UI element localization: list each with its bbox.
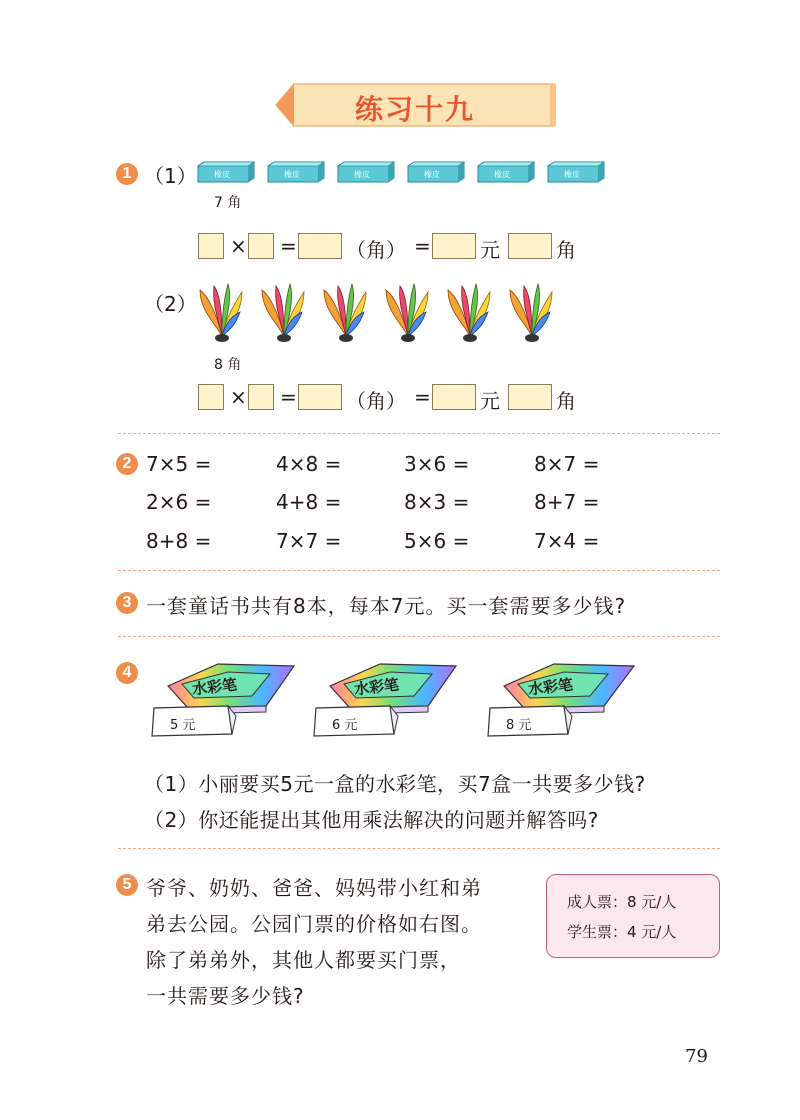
ticket-price-box <box>546 874 720 958</box>
price-label: 5 元 <box>170 718 196 733</box>
answer-box[interactable] <box>248 384 274 410</box>
q1-part2-price: 8 角 <box>214 357 242 373</box>
unit-jiao-paren: （角） <box>346 238 406 262</box>
arith-problem: 7×4 = <box>534 529 600 553</box>
equals-sign: = <box>414 385 431 409</box>
q5-line: 一共需要多少钱? <box>146 984 305 1008</box>
shuttlecock-icon <box>382 282 434 344</box>
arith-problem: 4×8 = <box>276 452 342 476</box>
question-number-3: 3 <box>116 592 138 614</box>
arith-problem: 8+8 = <box>146 529 212 553</box>
arith-problem: 3×6 = <box>404 452 470 476</box>
page-number: 79 <box>685 1046 708 1067</box>
answer-box[interactable] <box>248 233 274 259</box>
answer-box[interactable] <box>432 233 476 259</box>
watercolor-box-2 <box>310 660 470 740</box>
arith-problem: 2×6 = <box>146 490 212 514</box>
eraser-label: 橡皮 <box>564 170 580 179</box>
answer-box[interactable] <box>298 384 342 410</box>
watercolor-label: 水彩笔 <box>191 675 238 699</box>
equals-sign: = <box>414 234 431 258</box>
q5-line: 爷爷、奶奶、爸爸、妈妈带小红和弟 <box>146 876 482 900</box>
unit-yuan: 元 <box>480 238 500 262</box>
eraser-icon <box>196 160 256 184</box>
answer-box[interactable] <box>298 233 342 259</box>
eraser-row <box>196 160 616 186</box>
eraser-label: 橡皮 <box>214 170 230 179</box>
eraser-icon <box>336 160 396 184</box>
unit-yuan: 元 <box>480 389 500 413</box>
eraser-icon <box>476 160 536 184</box>
q1-part2-label: （2） <box>144 292 197 316</box>
watercolor-box-1 <box>148 660 308 740</box>
times-sign: × <box>230 234 247 258</box>
ticket-adult: 成人票：8 元/人 <box>567 893 677 911</box>
divider <box>118 636 720 637</box>
arith-problem: 7×5 = <box>146 452 212 476</box>
arith-problem: 8×7 = <box>534 452 600 476</box>
watercolor-label: 水彩笔 <box>527 675 574 699</box>
question-number-4: 4 <box>116 662 138 684</box>
watercolor-label: 水彩笔 <box>353 675 400 699</box>
shuttlecock-icon <box>320 282 372 344</box>
page-title: 练习十九 <box>354 93 475 126</box>
price-label: 6 元 <box>332 718 358 733</box>
divider <box>118 433 720 434</box>
watercolor-box-3 <box>484 660 644 740</box>
price-label: 8 元 <box>506 718 532 733</box>
shuttlecock-row <box>196 282 576 348</box>
question-number-1: 1 <box>116 163 138 185</box>
arith-problem: 8+7 = <box>534 490 600 514</box>
q4-sub2: （2）你还能提出其他用乘法解决的问题并解答吗? <box>144 808 599 832</box>
unit-jiao: 角 <box>556 389 576 413</box>
shuttlecock-icon <box>506 282 558 344</box>
question-number-5: 5 <box>116 874 138 896</box>
title-banner <box>272 80 558 130</box>
q5-line: 除了弟弟外，其他人都要买门票， <box>146 948 461 972</box>
times-sign: × <box>230 385 247 409</box>
shuttlecock-icon <box>196 282 248 344</box>
unit-jiao-paren: （角） <box>346 389 406 413</box>
answer-box[interactable] <box>508 233 552 259</box>
equals-sign: = <box>280 385 297 409</box>
equals-sign: = <box>280 234 297 258</box>
eraser-icon <box>266 160 326 184</box>
eraser-label: 橡皮 <box>424 170 440 179</box>
answer-box[interactable] <box>508 384 552 410</box>
answer-box[interactable] <box>198 233 224 259</box>
q4-sub1: （1）小丽要买5元一盒的水彩笔，买7盒一共要多少钱? <box>144 772 646 796</box>
q1-part1-label: （1） <box>144 164 197 188</box>
arith-problem: 8×3 = <box>404 490 470 514</box>
q3-text: 一套童话书共有8本，每本7元。买一套需要多少钱? <box>146 594 627 618</box>
ticket-student: 学生票：4 元/人 <box>567 923 677 941</box>
eraser-icon <box>406 160 466 184</box>
q1-part1-price: 7 角 <box>214 195 242 211</box>
answer-box[interactable] <box>432 384 476 410</box>
q5-line: 弟去公园。公园门票的价格如右图。 <box>146 912 482 936</box>
eraser-icon <box>546 160 606 184</box>
shuttlecock-icon <box>258 282 310 344</box>
eraser-label: 橡皮 <box>284 170 300 179</box>
question-number-2: 2 <box>116 453 138 475</box>
shuttlecock-icon <box>444 282 496 344</box>
arith-problem: 4+8 = <box>276 490 342 514</box>
unit-jiao: 角 <box>556 238 576 262</box>
eraser-label: 橡皮 <box>494 170 510 179</box>
answer-box[interactable] <box>198 384 224 410</box>
divider <box>118 848 720 849</box>
eraser-label: 橡皮 <box>354 170 370 179</box>
arith-problem: 5×6 = <box>404 529 470 553</box>
divider <box>118 570 720 571</box>
arith-problem: 7×7 = <box>276 529 342 553</box>
